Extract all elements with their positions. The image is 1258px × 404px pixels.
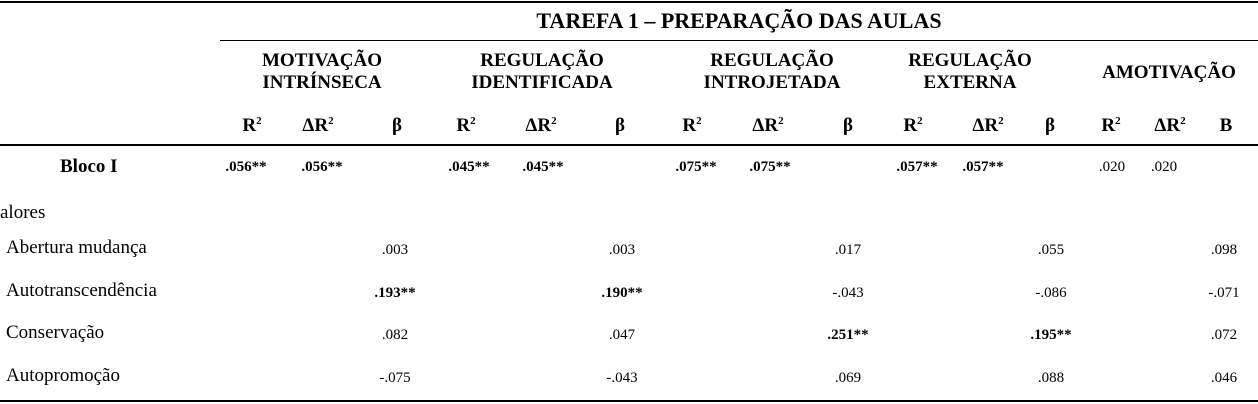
beta-value: .251** <box>827 327 869 343</box>
group-header-motivacao-intrinseca: MOTIVAÇÃO INTRÍNSECA <box>262 50 382 93</box>
row-label: Autopromoção <box>6 365 120 386</box>
block-r2-value: .045** <box>448 159 490 175</box>
beta-value: -.043 <box>606 370 638 386</box>
beta-value: .017 <box>834 242 862 258</box>
beta-value: .193** <box>374 285 416 301</box>
beta-value: .082 <box>381 327 409 343</box>
subheader-beta: B <box>1219 115 1233 136</box>
beta-value: .069 <box>834 370 862 386</box>
beta-value: .003 <box>608 242 636 258</box>
table-title: TAREFA 1 – PREPARAÇÃO DAS AULAS <box>536 8 942 33</box>
header-bottom-rule <box>0 144 1258 146</box>
section-label: alores <box>0 202 46 223</box>
block-r2-value: .075** <box>675 159 717 175</box>
block-r2-value: .056** <box>225 159 267 175</box>
table-bottom-rule <box>0 400 1258 402</box>
subheader-beta: β <box>842 115 853 136</box>
subheader-r2: $R^2$ <box>456 115 476 136</box>
beta-value: .088 <box>1037 370 1065 386</box>
group-header-amotivacao: AMOTIVAÇÃO <box>1102 62 1236 83</box>
row-label: Autotranscendência <box>6 280 157 301</box>
beta-value: -.043 <box>832 285 864 301</box>
block-label: Bloco I <box>60 156 118 177</box>
subheader-delta-r2: $\Delta R^2$ <box>1154 115 1186 136</box>
beta-value: .003 <box>381 242 409 258</box>
row-label: Abertura mudança <box>6 237 147 258</box>
top-rule <box>0 1 1258 3</box>
block-dr2-value: .045** <box>522 159 564 175</box>
subheader-delta-r2: $\Delta R^2$ <box>302 115 334 136</box>
subheader-delta-r2: $\Delta R^2$ <box>525 115 557 136</box>
beta-value: -.086 <box>1035 285 1067 301</box>
block-r2-value: .057** <box>896 159 938 175</box>
subheader-beta: β <box>614 115 625 136</box>
beta-value: .047 <box>608 327 636 343</box>
row-label: Conservação <box>6 322 105 343</box>
beta-value: .098 <box>1210 242 1238 258</box>
subheader-r2: $R^2$ <box>682 115 702 136</box>
beta-value: .046 <box>1210 370 1238 386</box>
block-dr2-value: .056** <box>301 159 343 175</box>
beta-value: .190** <box>601 285 643 301</box>
beta-value: .055 <box>1037 242 1065 258</box>
block-r2-value: .020 <box>1098 159 1126 175</box>
group-header-regulacao-identificada: REGULAÇÃO IDENTIFICADA <box>471 50 613 93</box>
subheader-r2: $R^2$ <box>1101 115 1121 136</box>
subheader-r2: $R^2$ <box>242 115 262 136</box>
subheader-delta-r2: $\Delta R^2$ <box>752 115 784 136</box>
subheader-delta-r2: $\Delta R^2$ <box>972 115 1004 136</box>
subheader-beta: β <box>1044 115 1055 136</box>
subheader-beta: β <box>391 115 402 136</box>
subheader-r2: $R^2$ <box>903 115 923 136</box>
beta-value: .072 <box>1210 327 1238 343</box>
beta-value: .195** <box>1030 327 1072 343</box>
beta-value: -.075 <box>379 370 411 386</box>
group-header-regulacao-externa: REGULAÇÃO EXTERNA <box>908 50 1032 93</box>
group-header-regulacao-introjetada: REGULAÇÃO INTROJETADA <box>703 50 841 93</box>
block-dr2-value: .020 <box>1150 159 1178 175</box>
block-dr2-value: .057** <box>962 159 1004 175</box>
beta-value: -.071 <box>1208 285 1240 301</box>
block-dr2-value: .075** <box>749 159 791 175</box>
title-underline <box>220 40 1258 41</box>
